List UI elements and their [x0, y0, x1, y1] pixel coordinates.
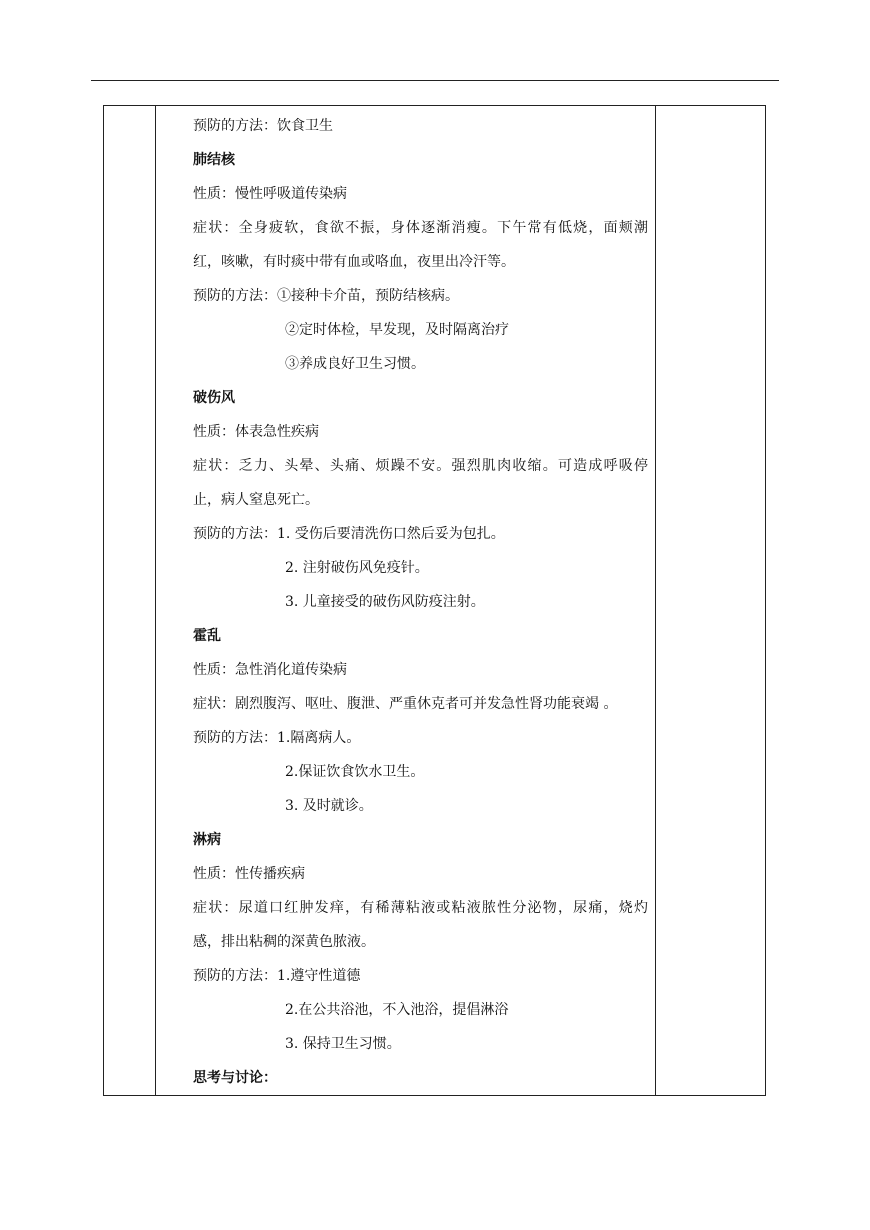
symptom-line: 症状：剧烈腹泻、呕吐、腹泄、严重休克者可并发急性肾功能衰竭 。: [193, 696, 618, 712]
symptom-line: 症状：全身疲软，食欲不振，身体逐渐消瘦。下午常有低烧，面颊潮: [193, 220, 648, 236]
nature-line: 性质：体表急性疾病: [193, 424, 319, 440]
prevention-item: ②定时体检，早发现，及时隔离治疗: [285, 322, 509, 338]
nature-line: 性质：急性消化道传染病: [193, 662, 347, 678]
section-title-discussion: 思考与讨论：: [193, 1070, 277, 1086]
section-title-tuberculosis: 肺结核: [193, 152, 235, 168]
section-title-tetanus: 破伤风: [193, 390, 235, 406]
nature-line: 性质：慢性呼吸道传染病: [193, 186, 347, 202]
section-title-gonorrhea: 淋病: [193, 832, 221, 848]
prevention-line: 预防的方法：1.隔离病人。: [193, 730, 361, 746]
symptom-line-cont: 红，咳嗽，有时痰中带有血或咯血，夜里出冷汗等。: [193, 254, 515, 270]
symptom-line-cont: 感，排出粘稠的深黄色脓液。: [193, 934, 375, 950]
prevention-item: 3. 及时就诊。: [285, 798, 373, 814]
prevention-item: ③养成良好卫生习惯。: [285, 356, 425, 372]
prevention-line: 预防的方法：1. 受伤后要清洗伤口然后妥为包扎。: [193, 526, 505, 542]
column-divider-left: [155, 106, 156, 1095]
prevention-item: 2.保证饮食饮水卫生。: [285, 764, 425, 780]
header-rule: [91, 80, 779, 81]
section-title-cholera: 霍乱: [193, 628, 221, 644]
column-divider-right: [655, 106, 656, 1095]
prevention-line: 预防的方法：①接种卡介苗，预防结核病。: [193, 288, 459, 304]
prevention-item: 3. 保持卫生习惯。: [285, 1036, 401, 1052]
symptom-line-cont: 止，病人窒息死亡。: [193, 492, 319, 508]
prevention-line: 预防的方法：饮食卫生: [193, 118, 333, 134]
nature-line: 性质：性传播疾病: [193, 866, 305, 882]
symptom-line: 症状：乏力、头晕、头痛、烦躁不安。强烈肌肉收缩。可造成呼吸停: [193, 458, 648, 474]
prevention-line: 预防的方法：1.遵守性道德: [193, 968, 361, 984]
prevention-item: 2. 注射破伤风免疫针。: [285, 560, 429, 576]
prevention-item: 2.在公共浴池，不入池浴，提倡淋浴: [285, 1002, 509, 1018]
symptom-line: 症状：尿道口红肿发痒，有稀薄粘液或粘液脓性分泌物，尿痛，烧灼: [193, 900, 648, 916]
prevention-item: 3. 儿童接受的破伤风防疫注射。: [285, 594, 485, 610]
